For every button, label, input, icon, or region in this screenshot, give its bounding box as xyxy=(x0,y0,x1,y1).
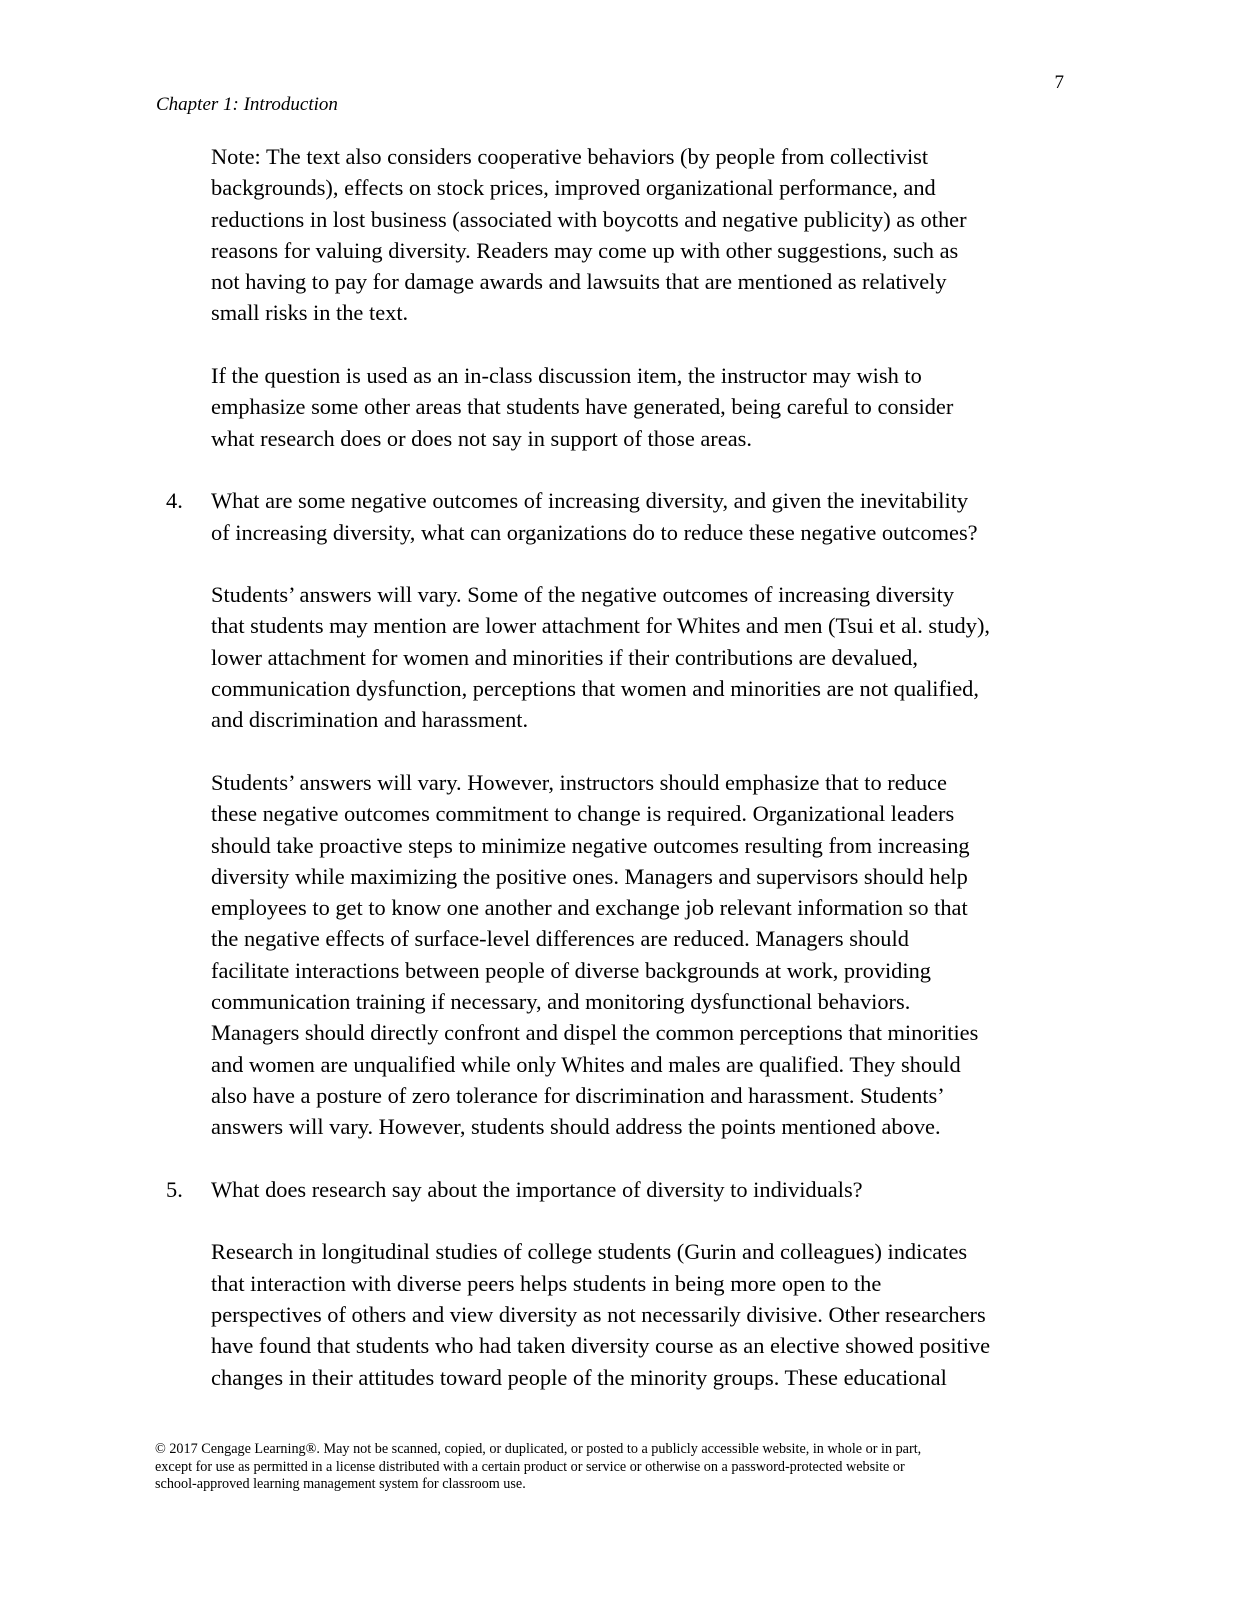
text-line: lower attachment for women and minorities if their contributions are devalued, xyxy=(211,644,918,670)
note-paragraph xyxy=(211,141,1056,329)
text-line: what research does or does not say in support of those areas. xyxy=(211,425,752,451)
text-line: not having to pay for damage awards and lawsuits that are mentioned as relatively xyxy=(211,269,947,295)
text-line: that interaction with diverse peers helps students in being more open to the xyxy=(211,1270,882,1296)
text-line: employees to get to know one another and exchange job relevant information so that xyxy=(211,895,968,921)
text-line: emphasize some other areas that students have generated, being careful to consider xyxy=(211,394,954,420)
footer-line: © 2017 Cengage Learning®. May not be scanned, copied, or duplicated, or posted to a publicly accessible website, in whole or in part, xyxy=(155,1441,922,1457)
text-line: the negative effects of surface-level differences are reduced. Managers should xyxy=(211,926,909,952)
question-4 xyxy=(166,485,1056,548)
text-line: reductions in lost business (associated with boycotts and negative publicity) as other xyxy=(211,206,967,232)
text-line: perspectives of others and view diversity as not necessarily divisive. Other researchers xyxy=(211,1301,986,1327)
text-line: What does research say about the importance of diversity to individuals? xyxy=(211,1176,863,1202)
text-line: small risks in the text. xyxy=(211,300,409,326)
text-line: have found that students who had taken diversity course as an elective showed positive xyxy=(211,1333,991,1359)
footer-line: school-approved learning management system for classroom use. xyxy=(155,1476,526,1492)
text-line: answers will vary. However, students should address the points mentioned above. xyxy=(211,1114,941,1140)
question-number: 5. xyxy=(166,1176,183,1202)
text-line: diversity while maximizing the positive ones. Managers and supervisors should help xyxy=(211,863,968,889)
text-line: these negative outcomes commitment to change is required. Organizational leaders xyxy=(211,801,955,827)
text-line: backgrounds), effects on stock prices, improved organizational performance, and xyxy=(211,175,936,201)
footer-line: except for use as permitted in a license distributed with a certain product or service or otherwise on a password-protected website or xyxy=(155,1458,905,1475)
text-line: communication training if necessary, and monitoring dysfunctional behaviors. xyxy=(211,989,911,1015)
discussion-paragraph xyxy=(211,360,1056,454)
text-line: reasons for valuing diversity. Readers may come up with other suggestions, such as xyxy=(211,237,959,263)
question-5 xyxy=(166,1174,1056,1205)
text-line: also have a posture of zero tolerance for discrimination and harassment. Students’ xyxy=(211,1082,945,1108)
text-line: communication dysfunction, perceptions that women and minorities are not qualified, xyxy=(211,676,979,702)
text-line: Research in longitudinal studies of college students (Gurin and colleagues) indicates xyxy=(211,1239,968,1265)
running-head: Chapter 1: Introduction xyxy=(156,94,338,115)
text-line: that students may mention are lower attachment for Whites and men (Tsui et al. study), xyxy=(211,613,990,639)
text-line: Students’ answers will vary. Some of the negative outcomes of increasing diversity xyxy=(211,582,955,608)
text-line: Note: The text also considers cooperative behaviors (by people from collectivist xyxy=(211,144,929,169)
text-line: changes in their attitudes toward people of the minority groups. These educational xyxy=(211,1364,947,1390)
text-line: Students’ answers will vary. However, instructors should emphasize that to reduce xyxy=(211,769,947,795)
text-line: If the question is used as an in-class discussion item, the instructor may wish to xyxy=(211,363,922,389)
text-line: Managers should directly confront and dispel the common perceptions that minorities xyxy=(211,1020,979,1046)
copyright-footer xyxy=(155,1441,1045,1494)
page-body xyxy=(166,141,1056,1424)
text-line: and women are unqualified while only Whites and males are qualified. They should xyxy=(211,1051,961,1077)
page-number: 7 xyxy=(1054,72,1064,93)
q4-answer-paragraph-2 xyxy=(211,767,1056,1143)
q4-answer-paragraph-1 xyxy=(211,579,1056,735)
text-line: facilitate interactions between people of diverse backgrounds at work, providing xyxy=(211,957,931,983)
q5-answer-paragraph xyxy=(211,1236,1056,1392)
question-number: 4. xyxy=(166,488,183,514)
text-line: of increasing diversity, what can organizations do to reduce these negative outcomes? xyxy=(211,519,978,545)
text-line: and discrimination and harassment. xyxy=(211,707,529,733)
text-line: should take proactive steps to minimize negative outcomes resulting from increasing xyxy=(211,832,970,858)
text-line: What are some negative outcomes of increasing diversity, and given the inevitability xyxy=(211,488,969,514)
